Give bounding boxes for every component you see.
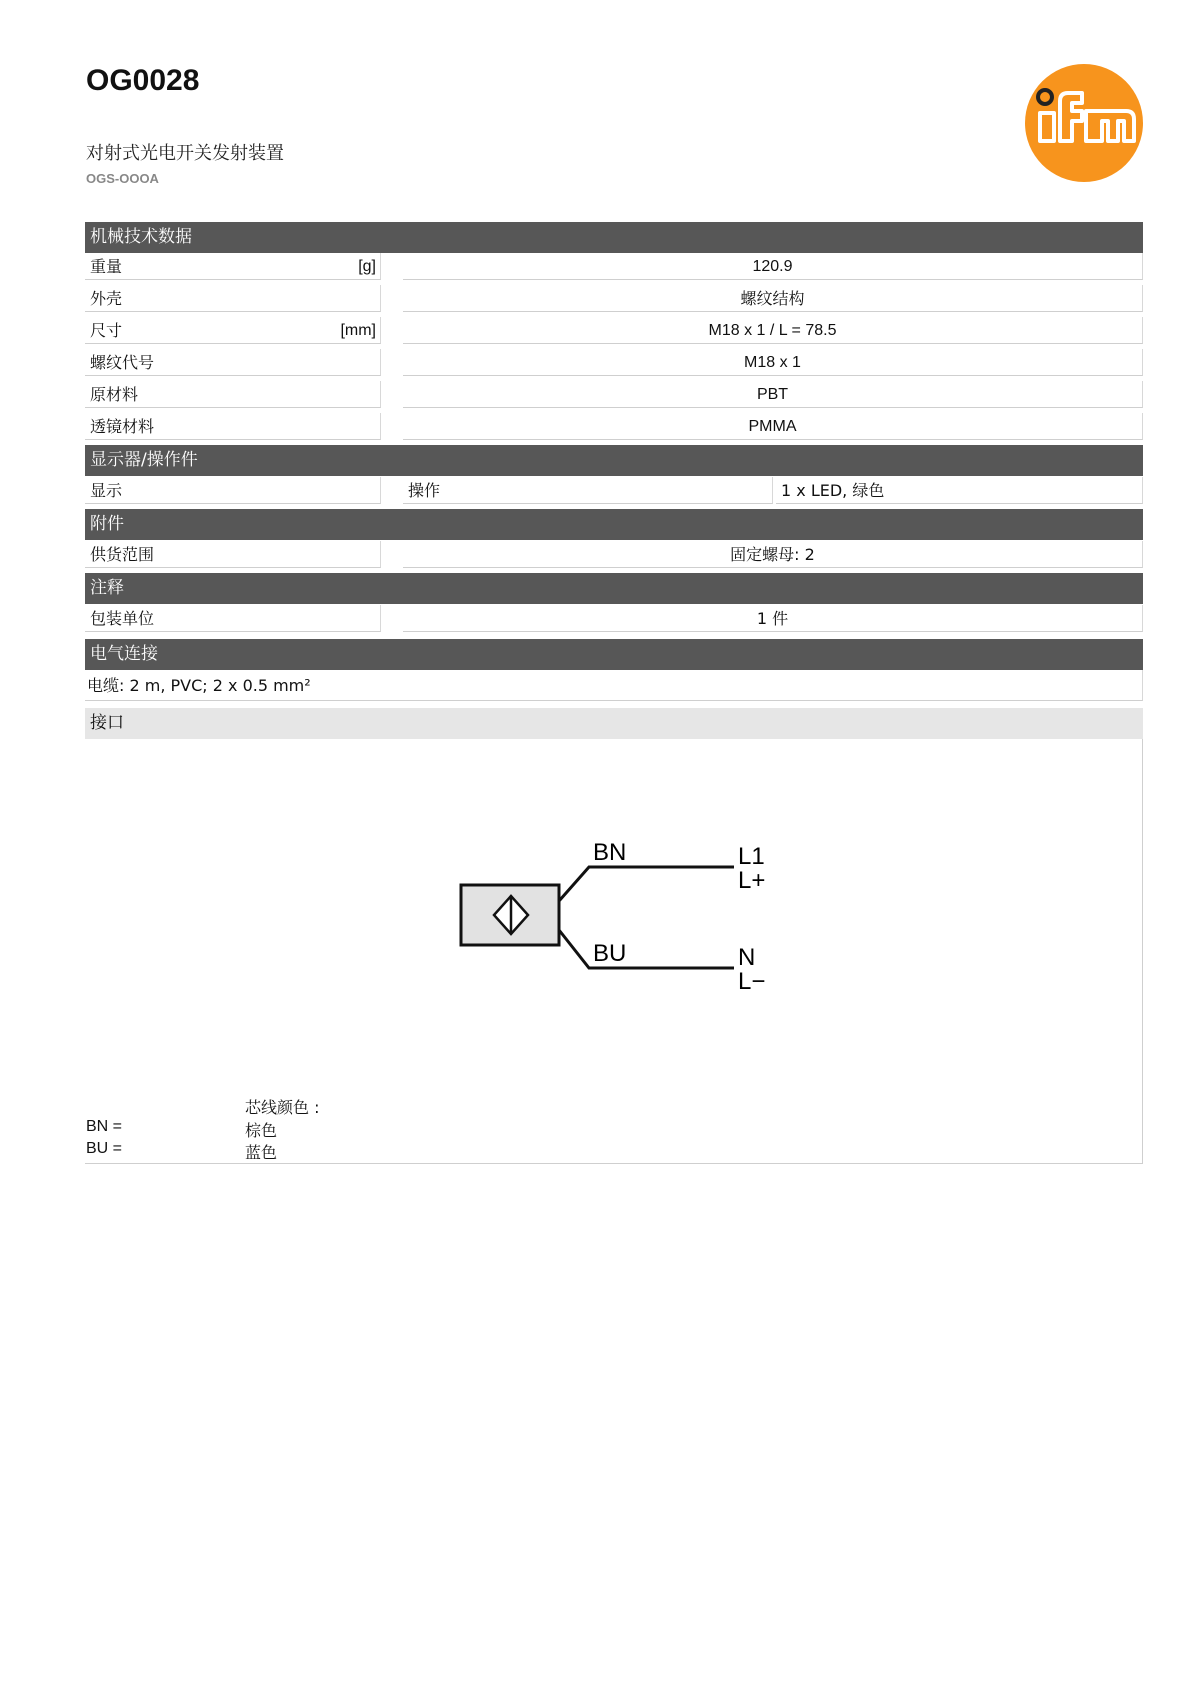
spec-row-display: [85, 477, 1143, 506]
spec-row-material: [85, 381, 1143, 410]
spec-value: M18 x 1: [403, 349, 1143, 376]
spec-value: 1 x LED, 绿色: [776, 477, 1143, 504]
legend-code: BU =: [86, 1140, 123, 1157]
product-code: OG0028: [86, 64, 200, 97]
spec-unit: [mm]: [340, 322, 376, 339]
spec-sub-label: 操作: [403, 477, 773, 504]
spec-label: 外壳: [85, 285, 381, 312]
product-description: 对射式光电开关发射装置: [86, 143, 284, 164]
legend-color: 蓝色: [245, 1143, 278, 1162]
spec-label: 供货范围: [85, 541, 381, 568]
legend-title: 芯线颜色 :: [245, 1098, 320, 1117]
terminal-label-lminus: L−: [738, 968, 766, 995]
spec-value: PMMA: [403, 413, 1143, 440]
spec-value: 1 件: [403, 605, 1143, 632]
terminal-label-n: N: [738, 944, 756, 971]
spec-row-lens-material: [85, 413, 1143, 442]
section-header-accessories: 附件: [85, 509, 1143, 540]
section-header-display: 显示器/操作件: [85, 445, 1143, 476]
wiring-diagram: [456, 830, 786, 1010]
section-header-electrical: 电气连接: [85, 639, 1143, 670]
spec-label: 螺纹代号: [85, 349, 381, 376]
spec-row-thread: [85, 349, 1143, 378]
spec-row-packaging: [85, 605, 1143, 634]
spec-label: 尺寸 [mm]: [85, 317, 381, 344]
ifm-logo: [1024, 63, 1144, 183]
spec-value: M18 x 1 / L = 78.5: [403, 317, 1143, 344]
spec-label: 重量 [g]: [85, 253, 381, 280]
section-header-interface: 接口: [85, 708, 1143, 739]
spec-row-dimensions: [85, 317, 1143, 346]
spec-value: 120.9: [403, 253, 1143, 280]
spec-unit: [g]: [358, 258, 376, 275]
section-header-mechanical: 机械技术数据: [85, 222, 1143, 253]
wire-label-bn: BN: [593, 839, 627, 866]
terminal-label-lplus: L+: [738, 867, 766, 894]
spec-label: 透镜材料: [85, 413, 381, 440]
wire-bu: [559, 930, 734, 968]
spec-label: 原材料: [85, 381, 381, 408]
legend-code: BN =: [86, 1118, 123, 1135]
spec-row-housing: [85, 285, 1143, 314]
wire-label-bu: BU: [593, 940, 627, 967]
wire-bn: [559, 867, 734, 901]
electrical-connection-text: 电缆: 2 m, PVC; 2 x 0.5 mm²: [85, 670, 1143, 701]
section-header-notes: 注释: [85, 573, 1143, 604]
spec-value: 固定螺母: 2: [403, 541, 1143, 568]
product-type-code: OGS-OOOA: [86, 171, 159, 186]
spec-row-weight: [85, 253, 1143, 282]
spec-label: 包装单位: [85, 605, 381, 632]
spec-value: PBT: [403, 381, 1143, 408]
spec-row-scope-of-delivery: [85, 541, 1143, 570]
spec-value: 螺纹结构: [403, 285, 1143, 312]
spec-label: 显示: [85, 477, 381, 504]
terminal-label-l1: L1: [738, 843, 765, 870]
legend-color: 棕色: [245, 1121, 278, 1140]
